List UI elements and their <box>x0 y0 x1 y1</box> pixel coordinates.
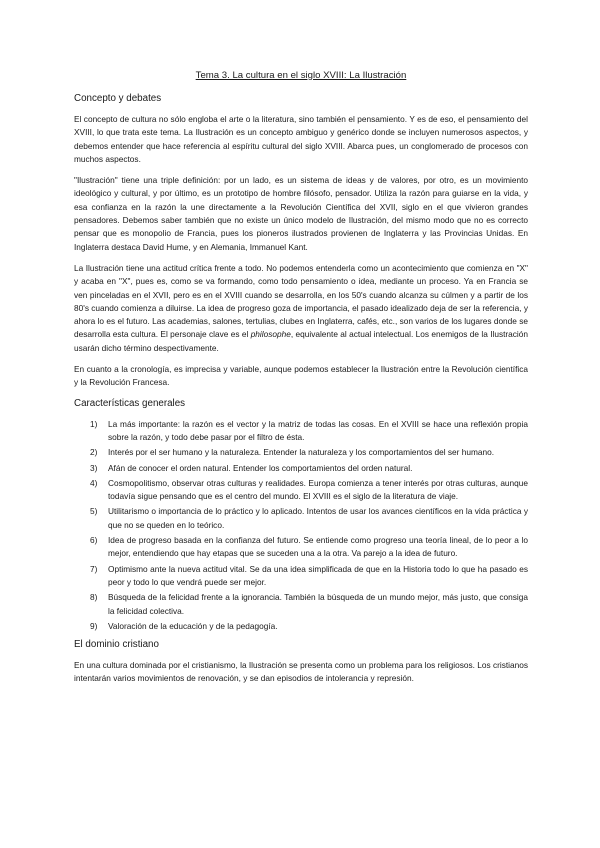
list-number: 6) <box>90 535 98 546</box>
list-text: Utilitarismo o importancia de lo práctico y lo aplicado. Intentos de usar los avances científicos en la vida práctica y que no se queden en lo teórico. <box>108 506 528 530</box>
paragraph <box>74 262 528 355</box>
text-run: La Ilustración tiene una actitud crítica frente a todo. No podemos entenderla como un acontecimiento que comienza en "X" y acaba en "X", pues es, como se va formando, como todo pensamiento o idea, mediante un proceso. Ya en Francia se ven pinceladas en el XVII, pero es en el XVIII cuando se desarrolla, en los 50's cuando alcanza su cúlmen y a partir de los 80's cuando comienza a diluirse. La idea de progreso goza de importancia, el pasado idealizado deja de ser la referencia, y ahora lo es el futuro. Las academias, salones, tertulias, clubes en Inglaterra, cafés, etc., son varios de los lugares donde se desarrolla esta cultura. El personaje clave es el <box>74 262 528 340</box>
italic-term: philosophe <box>250 329 291 340</box>
list-number: 3) <box>90 462 98 473</box>
list-text: Cosmopolitismo, observar otras culturas y realidades. Europa comienza a tener interés por otras culturas, aunque todavía sigue pensando que es el centro del mundo. El XVIII es el siglo de la literatura de viaje. <box>108 477 528 502</box>
list-text: Idea de progreso basada en la confianza del futuro. Se entiende como progreso una teoría lineal, de lo peor a lo mejor, entendiendo que hay etapas que se suceden una a la otra. Va parejo a la idea de futuro. <box>108 535 528 559</box>
paragraph: "Ilustración" tiene una triple definición: por un lado, es un sistema de ideas y de valores, por otro, es un movimiento ideológico y cultural, y por último, es un prototipo de hombre filósofo, pensador. Utiliza la razón para guiarse en la vida, y esa confianza en la razón la une directamente a la Revolución Científica del XVII, siglo en el que vivieron grandes pensadores. Debemos saber también que no existe un único modelo de Ilustración, del mismo modo que no es correcto pensar que es monopolio de Francia, pues los pioneros ilustrados provienen de Inglaterra y las Provincias Unidas. En Inglaterra destaca David Hume, y en Alemania, Immanuel Kant. <box>74 175 528 252</box>
section-heading-concepto: Concepto y debates <box>74 93 162 104</box>
list-number: 4) <box>90 477 98 488</box>
list-item <box>74 534 528 561</box>
list-number: 9) <box>90 620 98 631</box>
list-number: 5) <box>90 506 98 517</box>
paragraph: En una cultura dominada por el cristianismo, la Ilustración se presenta como un problema para los religiosos. Los cristianos intentarán varios movimientos de renovación, y se dan episodios de intolerancia y represión. <box>74 660 528 684</box>
characteristics-list <box>74 418 528 633</box>
paragraph: El concepto de cultura no sólo engloba el arte o la literatura, sino también el pensamiento. Y es de eso, el pensamiento del XVIII, lo que trata este tema. La Ilustración es un concepto ambiguo y genérico donde se incluyen numerosos aspectos, y debemos entender que hace referencia al espíritu cultural del siglo XVIII. Abarca pues, un conglomerado de procesos con muchos aspectos. <box>74 114 528 164</box>
list-text: Optimismo ante la nueva actitud vital. Se da una idea simplificada de que en la Historia todo lo que ha pasado es peor y todo lo que vendrá puede ser mejor. <box>108 563 528 587</box>
list-number: 8) <box>90 592 98 603</box>
list-item <box>74 477 528 504</box>
list-text: La más importante: la razón es el vector y la matriz de todas las cosas. En el XVIII se hace una reflexión propia sobre la razón, y todo debe pasar por el filtro de ésta. <box>108 418 528 442</box>
list-item <box>74 620 528 633</box>
section-heading-dominio: El dominio cristiano <box>74 639 159 651</box>
list-text: Interés por el ser humano y la naturaleza. Entender la naturaleza y los comportamientos del ser humano. <box>108 447 495 458</box>
list-number: 2) <box>90 447 98 458</box>
list-item <box>74 563 528 590</box>
text-run: , equivalente al actual intelectual. Los enemigos de la Ilustración usarán dicho término despectivamente. <box>74 329 529 353</box>
list-text: Afán de conocer el orden natural. Entender los comportamientos del orden natural. <box>108 462 413 473</box>
list-number: 7) <box>90 563 98 574</box>
list-item <box>74 591 528 618</box>
list-text: Valoración de la educación y de la pedagogía. <box>108 620 278 631</box>
paragraph: En cuanto a la cronología, es imprecisa y variable, aunque podemos establecer la Ilustración entre la Revolución científica y la Revolución Francesa. <box>74 364 528 388</box>
list-item <box>74 462 528 475</box>
list-item <box>74 418 528 445</box>
list-item <box>74 505 528 532</box>
section-heading-caracteristicas: Características generales <box>74 397 186 409</box>
list-number: 1) <box>90 418 98 429</box>
list-item <box>74 446 528 459</box>
page-title: Tema 3. La cultura en el siglo XVIII: La Ilustración <box>195 70 407 81</box>
list-text: Búsqueda de la felicidad frente a la ignorancia. También la búsqueda de un mundo mejor, más justo, que consiga la felicidad colectiva. <box>108 592 528 616</box>
